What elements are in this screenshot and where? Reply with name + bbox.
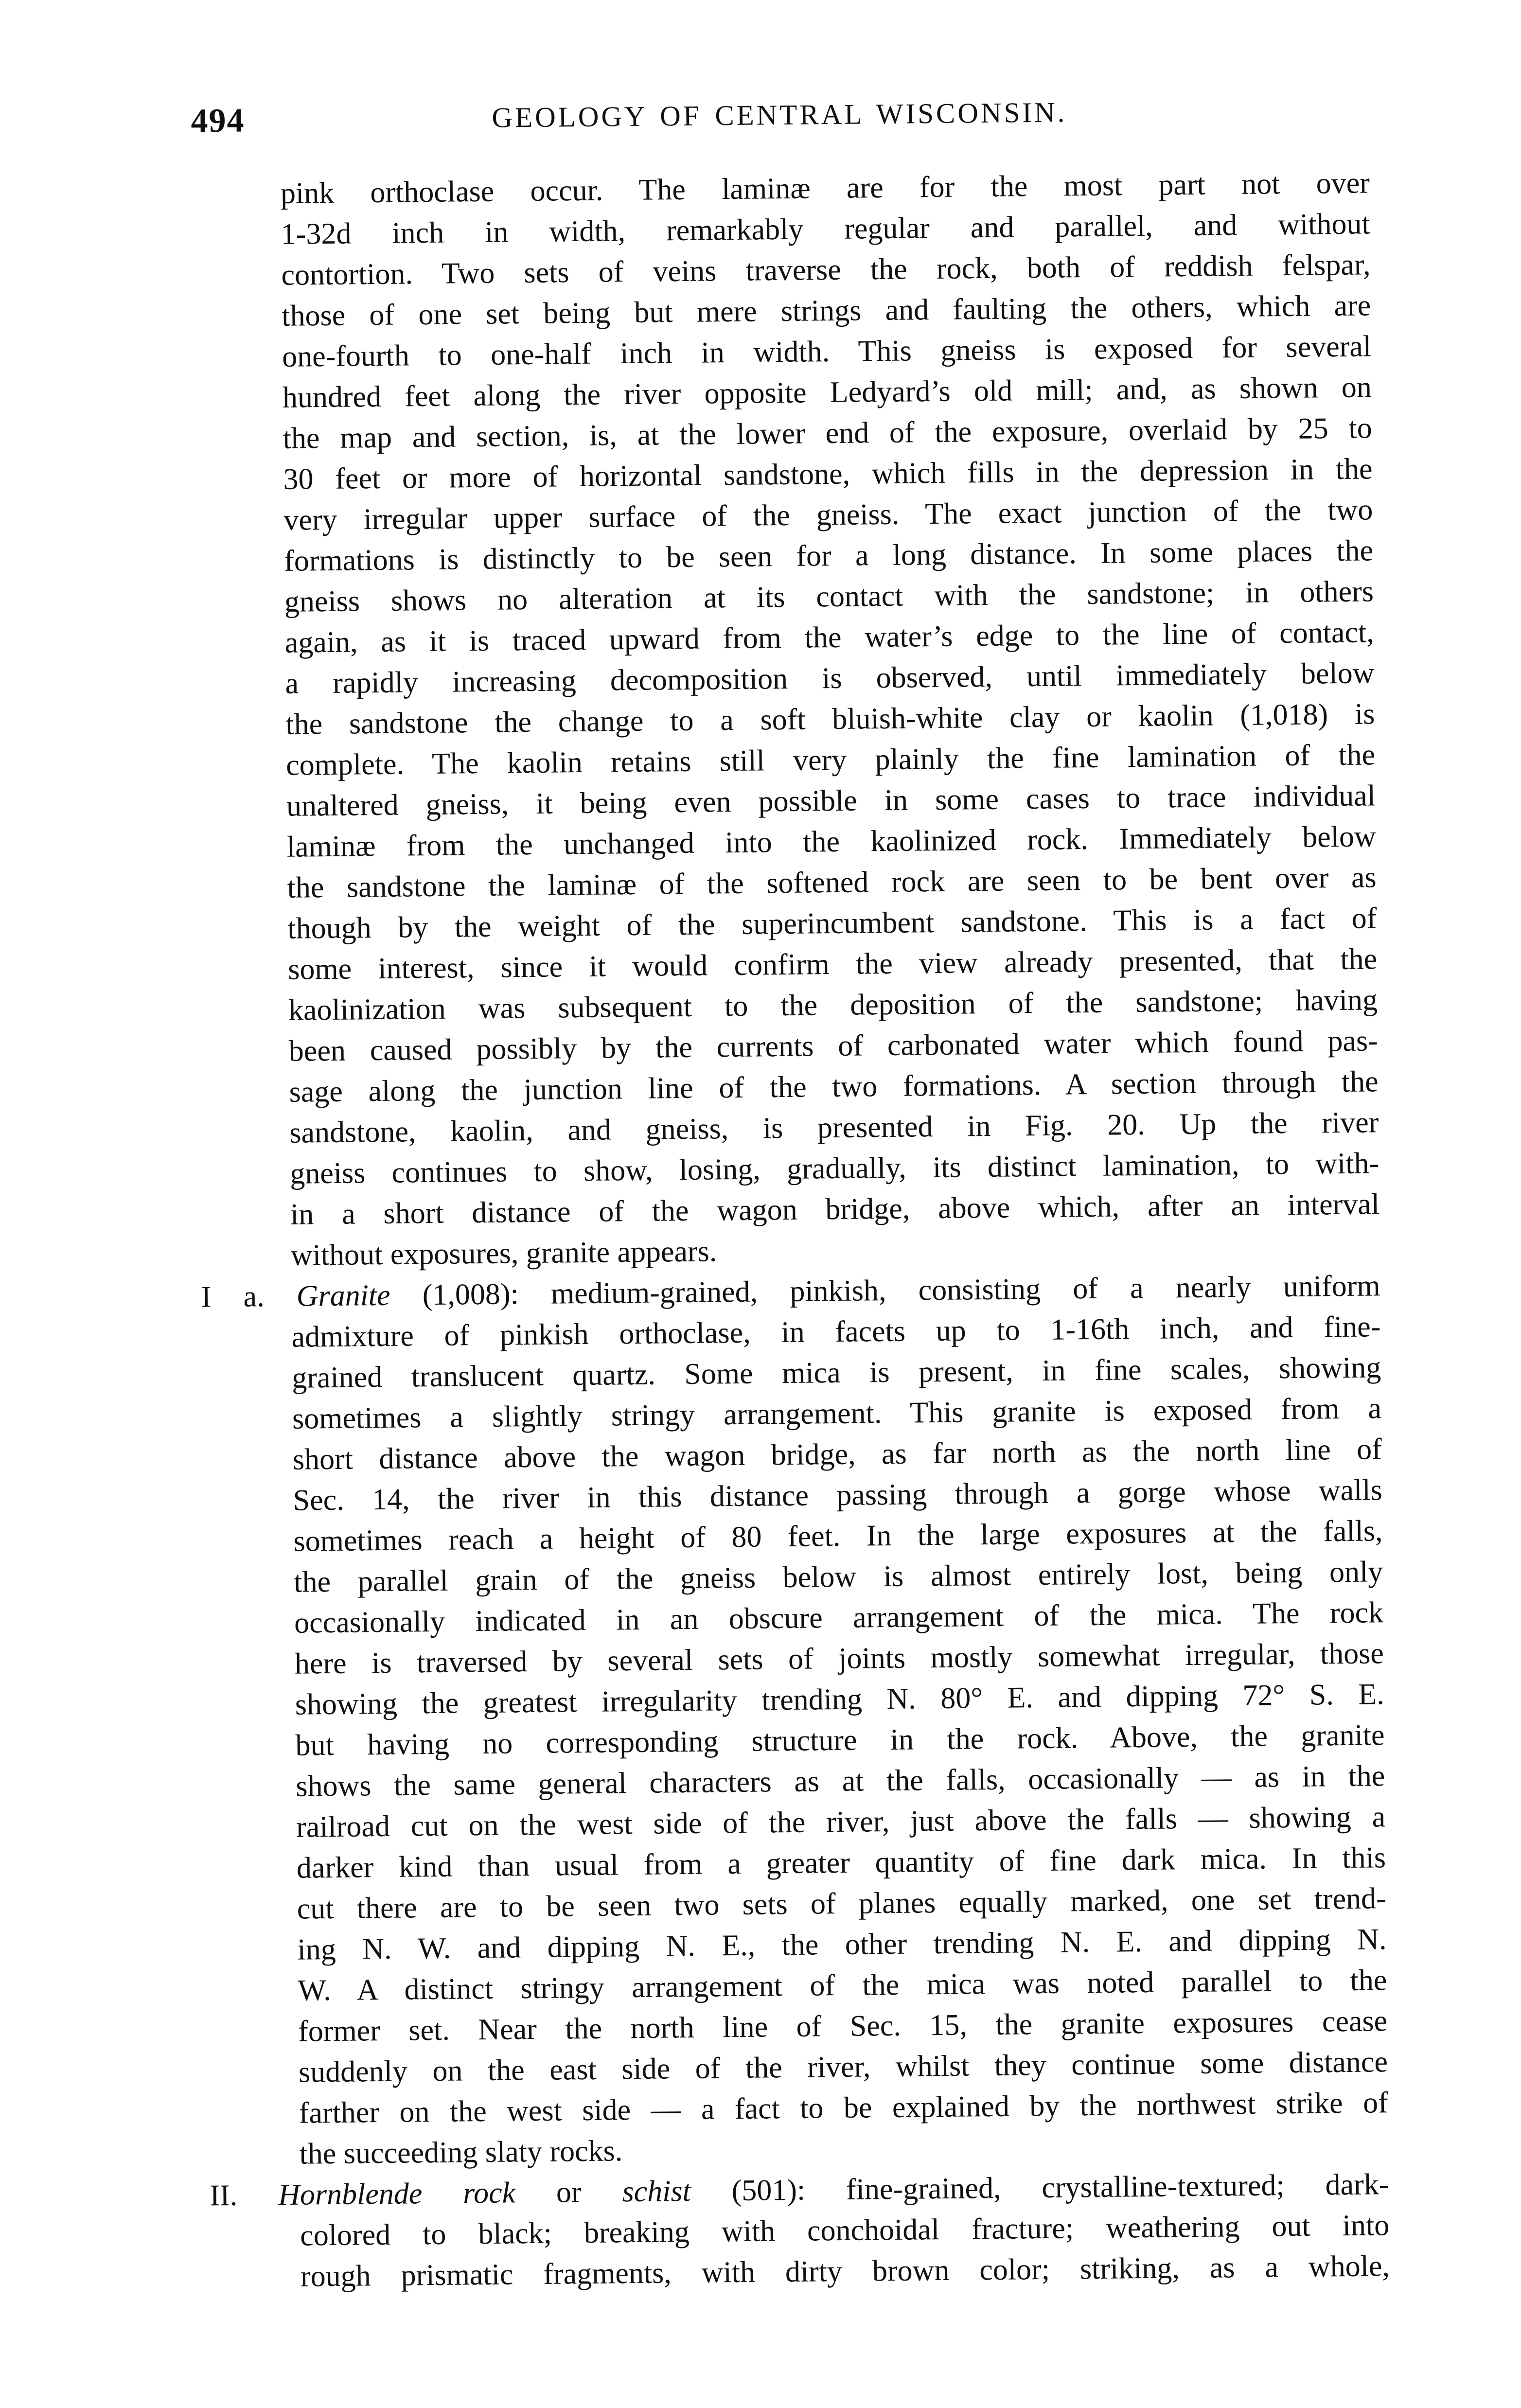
paragraph — [191, 162, 1380, 1276]
text-line: darker kind than usual from a greater quantity of fine dark mica. In this — [296, 1841, 1386, 1885]
text-line: colored to black; breaking with conchoidal fracture; weathering out into — [300, 2209, 1390, 2252]
text-line: kaolinization was subsequent to the deposition of the sandstone; having — [288, 983, 1378, 1027]
text-line: the sandstone the change to a soft bluish-white clay or kaolin (1,018) is — [285, 697, 1375, 741]
text-line: gneiss shows no alteration at its contact with the sandstone; in others — [284, 575, 1374, 619]
text-line: gneiss continues to show, losing, gradually, its distinct lamination, to with- — [289, 1147, 1380, 1190]
text-line: 30 feet or more of horizontal sandstone, which fills in the depression in the — [283, 452, 1373, 496]
running-title: GEOLOGY OF CENTRAL WISCONSIN. — [492, 96, 1067, 134]
text-line: hundred feet along the river opposite Ledyard’s old mill; and, as shown on — [282, 371, 1372, 414]
text-line: showing the greatest irregularity trending N. 80° E. and dipping 72° S. E. — [295, 1678, 1384, 1721]
text-line: II. Hornblende rock or schist (501): fine-grained, crystalline-textured; dark- — [210, 2168, 1389, 2213]
text-line: the sandstone the laminæ of the softened rock are seen to be bent over as — [287, 861, 1377, 904]
text-line: a rapidly increasing decomposition is observed, until immediately below — [285, 656, 1375, 700]
text-line: farther on the west side — a fact to be explained by the northwest strike of — [299, 2086, 1389, 2130]
page-header — [190, 88, 1369, 173]
text-line: the parallel grain of the gneiss below is almost entirely lost, being only — [294, 1555, 1383, 1599]
text-line: contortion. Two sets of veins traverse the rock, both of reddish felspar, — [281, 248, 1371, 292]
text-line: sometimes reach a height of 80 feet. In the large exposures at the falls, — [293, 1514, 1383, 1558]
text-line: formations is distinctly to be seen for a long distance. In some places the — [283, 534, 1374, 578]
text-line: sandstone, kaolin, and gneiss, is presented in Fig. 20. Up the river — [289, 1106, 1379, 1150]
text-line: W. A distinct stringy arrangement of the mica was noted parallel to the — [298, 1964, 1387, 2007]
text-line: shows the same general characters as at the falls, occasionally — as in the — [296, 1759, 1385, 1803]
text-line: I a. Granite (1,008): medium-grained, pinkish, consisting of a nearly uniform — [201, 1269, 1380, 1314]
text-line: here is traversed by several sets of joints mostly somewhat irregular, those — [294, 1637, 1384, 1681]
text-line: very irregular upper surface of the gneiss. The exact junction of the two — [283, 493, 1373, 537]
text-line: pink orthoclase occur. The laminæ are for the most part not over — [280, 166, 1370, 210]
text-line: suddenly on the east side of the river, whilst they continue some distance — [298, 2045, 1388, 2089]
text-line: some interest, since it would confirm the view already presented, that the — [287, 942, 1378, 986]
text-line: the succeeding slaty rocks. — [299, 2134, 623, 2171]
text-line: short distance above the wagon bridge, as far north as the north line of — [292, 1433, 1382, 1476]
text-line: ing N. W. and dipping N. E., the other trending N. E. and dipping N. — [297, 1923, 1387, 1966]
text-line: cut there are to be seen two sets of planes equally marked, one set trend- — [297, 1882, 1387, 1926]
paragraph — [201, 1265, 1389, 2175]
text-line: again, as it is traced upward from the water’s edge to the line of contact, — [284, 616, 1375, 659]
page-number: 494 — [191, 102, 245, 140]
text-line: sage along the junction line of the two formations. A section through the — [289, 1065, 1379, 1109]
text-line: but having no corresponding structure in the rock. Above, the granite — [295, 1718, 1385, 1762]
text-line: unaltered gneiss, it being even possible in some cases to trace individual — [286, 779, 1376, 823]
text-line: the map and section, is, at the lower end of the exposure, overlaid by 25 to — [283, 411, 1372, 455]
text-line: without exposures, granite appears. — [290, 1235, 717, 1272]
text-line: Sec. 14, the river in this distance passing through a gorge whose walls — [293, 1473, 1382, 1517]
text-line: sometimes a slightly stringy arrangement. This granite is exposed from a — [292, 1392, 1382, 1435]
paragraph — [210, 2164, 1390, 2298]
text-line: occasionally indicated in an obscure arrangement of the mica. The rock — [294, 1596, 1384, 1640]
text-line: those of one set being but mere strings and faulting the others, which are — [282, 289, 1371, 333]
text-line: grained translucent quartz. Some mica is present, in fine scales, showing — [291, 1351, 1381, 1395]
text-line: 1-32d inch in width, remarkably regular and parallel, and without — [281, 207, 1370, 251]
text-line: laminæ from the unchanged into the kaolinized rock. Immediately below — [286, 820, 1377, 864]
text-line: one-fourth to one-half inch in width. This gneiss is exposed for several — [282, 330, 1372, 373]
page-body-text — [191, 162, 1390, 2298]
text-line: admixture of pinkish orthoclase, in facets up to 1-16th inch, and fine- — [291, 1310, 1381, 1354]
text-line: in a short distance of the wagon bridge, above which, after an interval — [290, 1187, 1380, 1231]
text-line: though by the weight of the superincumbent sandstone. This is a fact of — [287, 902, 1377, 945]
text-line: railroad cut on the west side of the river, just above the falls — showing a — [296, 1800, 1386, 1844]
text-line: been caused possibly by the currents of carbonated water which found pas- — [288, 1024, 1379, 1068]
text-line: rough prismatic fragments, with dirty brown color; striking, as a whole, — [300, 2249, 1390, 2293]
text-line: former set. Near the north line of Sec. 15, the granite exposures cease — [298, 2004, 1388, 2048]
text-line: complete. The kaolin retains still very plainly the fine lamination of the — [285, 738, 1376, 782]
page-content — [190, 88, 1390, 2298]
